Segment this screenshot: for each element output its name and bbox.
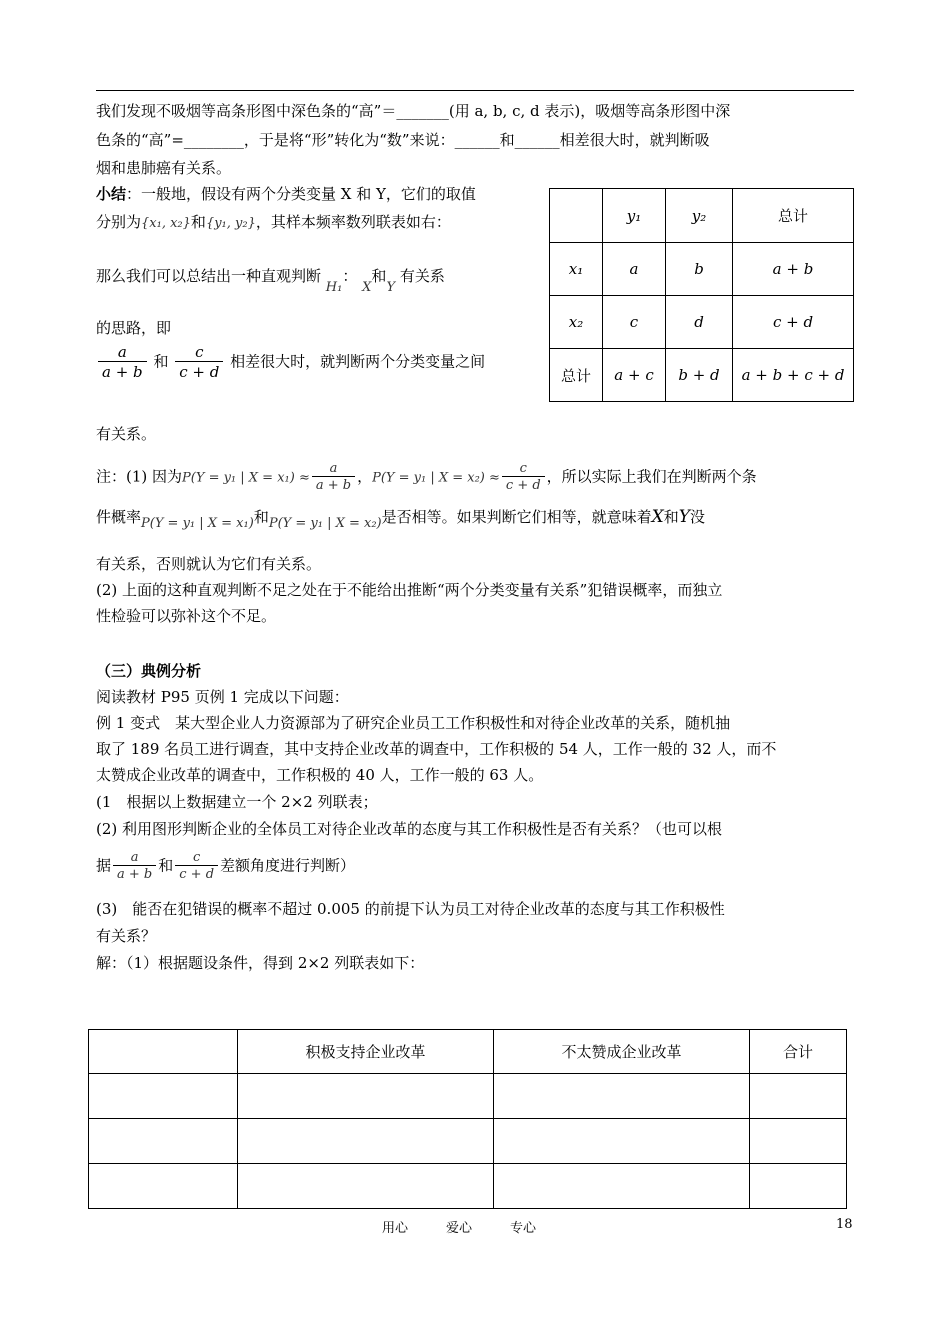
question-2-cont: 据 $\frac{a}{a + b}$ 和 $\frac{c}{c + d}$ 差额角度进行判断） <box>96 850 356 882</box>
table1-cell: c <box>603 296 666 349</box>
summary-line3: 那么我们可以总结出一种直观判断 H₁： X和Y 有关系 <box>96 267 445 295</box>
para1-line3: 烟和患肺癌有关系。 <box>96 159 232 177</box>
table1-header-y2: y₂ <box>666 189 733 243</box>
table1-cell: b + d <box>666 349 733 402</box>
frequency-table <box>549 188 854 402</box>
table2-header-disagree: 不太赞成企业改革 <box>494 1030 750 1074</box>
example-line1: 例 1 变式 某大型企业人力资源部为了研究企业员工工作积极性和对待企业改革的关系，随机抽 <box>96 714 731 732</box>
note-line5: 性检验可以弥补这个不足。 <box>96 607 277 625</box>
header-rule <box>96 90 854 91</box>
example-line2: 取了 189 名员工进行调查，其中支持企业改革的调查中，工作积极的 54 人，工作一般的 32 人，而不 <box>96 740 777 758</box>
solution-intro: 解：（1）根据题设条件，得到 2×2 列联表如下： <box>96 954 425 972</box>
table1-cell: a + b <box>733 243 854 296</box>
footer-motto-1: 用心 <box>382 1221 409 1236</box>
table1-cell: a <box>603 243 666 296</box>
table2-cell[interactable] <box>750 1074 847 1119</box>
para1-line2: 色条的“高”=________，于是将“形”转化为“数”来说：______和______相差很大时，就判断吸 <box>96 131 710 149</box>
table2-cell[interactable] <box>494 1119 750 1164</box>
question-3: (3) 能否在犯错误的概率不超过 0.005 的前提下认为员工对待企业改革的态度与其工作积极性 <box>96 900 725 918</box>
table2-cell[interactable] <box>89 1164 238 1209</box>
question-2: (2) 利用图形判断企业的全体员工对待企业改革的态度与其工作积极性是否有关系？（也可以根 <box>96 820 723 838</box>
footer-motto-3: 专心 <box>510 1221 537 1236</box>
summary-line2: 分别为{x₁, x₂}和{y₁, y₂}，其样本频率数列联表如右： <box>96 213 451 231</box>
fraction-a-over-a-plus-b: $\frac{a}{a + b}$ <box>98 343 147 382</box>
table1-cell <box>550 189 603 243</box>
question-1: (1 根据以上数据建立一个 2×2 列联表； <box>96 793 378 811</box>
contingency-table-blank <box>88 1029 847 1209</box>
question-3-cont: 有关系？ <box>96 927 157 945</box>
table1-row-total: 总计 <box>550 349 603 402</box>
table1-header-total: 总计 <box>733 189 854 243</box>
table1-cell: c + d <box>733 296 854 349</box>
table1-header-y1: y₁ <box>603 189 666 243</box>
table2-cell[interactable] <box>494 1074 750 1119</box>
fraction-c-over-c-plus-d: $\frac{c}{c + d}$ <box>175 343 223 382</box>
table2-header-total: 合计 <box>750 1030 847 1074</box>
table2-cell[interactable] <box>89 1119 238 1164</box>
table2-cell <box>89 1030 238 1074</box>
summary-line1: 小结：一般地，假设有两个分类变量 X 和 Y，它们的取值 <box>96 185 476 203</box>
footer-motto-2: 爱心 <box>446 1221 473 1236</box>
example-line3: 太赞成企业改革的调查中，工作积极的 40 人，工作一般的 63 人。 <box>96 766 544 784</box>
table1-row-x1: x₁ <box>550 243 603 296</box>
section-title: （三）典例分析 <box>96 662 202 680</box>
summary-line6: 有关系。 <box>96 425 157 443</box>
summary-line4: 的思路，即 <box>96 319 172 337</box>
table2-cell[interactable] <box>238 1119 494 1164</box>
table2-cell[interactable] <box>238 1074 494 1119</box>
note-line2: 件概率P(Y = y₁ | X = x₁)和P(Y = y₁ | X = x₂)是否相等。如果判断它们相等，就意味着X和Y没 <box>96 507 706 531</box>
note-line3: 有关系，否则就认为它们有关系。 <box>96 555 322 573</box>
table2-cell[interactable] <box>750 1119 847 1164</box>
table1-cell: a + c <box>603 349 666 402</box>
para1-line1: 我们发现不吸烟等高条形图中深色条的“高”＝_______(用 a, b, c, d 表示)，吸烟等高条形图中深 <box>96 102 731 120</box>
note-line1: 注：(1) 因为P(Y = y₁ | X = x₁) ≈ $\frac{a}{a + b}$ ，P(Y = y₁ | X = x₂) ≈ $\frac{c}{c + d}$ ，所以实际上我们在判断两个条 <box>96 461 757 493</box>
table1-cell: a + b + c + d <box>733 349 854 402</box>
table2-header-support: 积极支持企业改革 <box>238 1030 494 1074</box>
summary-line5: $\frac{a}{a + b}$ 和 $\frac{c}{c + d}$ 相差很大时，就判断两个分类变量之间 <box>96 343 485 382</box>
note-line4: (2) 上面的这种直观判断不足之处在于不能给出推断“两个分类变量有关系”犯错误概率，而独立 <box>96 581 723 599</box>
summary-label: 小结 <box>96 185 127 203</box>
table2-cell[interactable] <box>494 1164 750 1209</box>
table1-cell: b <box>666 243 733 296</box>
table1-row-x2: x₂ <box>550 296 603 349</box>
page-number: 18 <box>836 1217 853 1232</box>
table1-cell: d <box>666 296 733 349</box>
section-read: 阅读教材 P95 页例 1 完成以下问题： <box>96 688 349 706</box>
table2-cell[interactable] <box>89 1074 238 1119</box>
table2-cell[interactable] <box>750 1164 847 1209</box>
table2-cell[interactable] <box>238 1164 494 1209</box>
